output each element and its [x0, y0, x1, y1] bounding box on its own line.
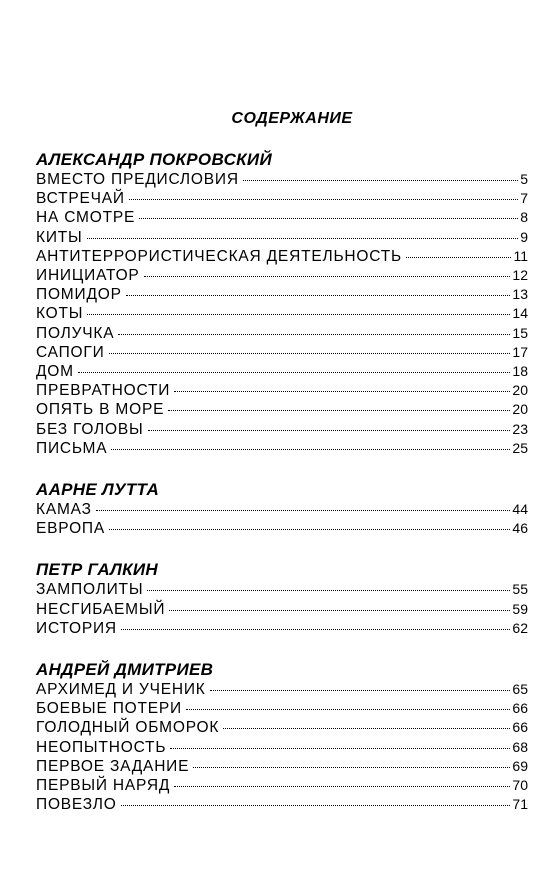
- dot-leader: [126, 295, 511, 296]
- entry-title: КИТЫ: [36, 228, 83, 246]
- entry-title: ПЕРВЫЙ НАРЯД: [36, 777, 171, 795]
- toc-section: [36, 480, 528, 538]
- entry-title: ПИСЬМА: [36, 439, 108, 457]
- entry-title: ИНИЦИАТОР: [36, 267, 140, 285]
- toc-entry: [36, 381, 528, 400]
- dot-leader: [78, 372, 511, 373]
- dot-leader: [118, 334, 510, 335]
- entry-page-number: 8: [520, 209, 528, 226]
- dot-leader: [111, 449, 510, 450]
- dot-leader: [406, 257, 511, 258]
- entry-title: НЕОПЫТНОСТЬ: [36, 738, 167, 756]
- toc-heading: СОДЕРЖАНИЕ: [231, 110, 353, 127]
- dot-leader: [168, 410, 510, 411]
- dot-leader: [170, 748, 510, 749]
- entry-page-number: 66: [512, 700, 528, 717]
- entry-title: БОЕВЫЕ ПОТЕРИ: [36, 700, 182, 718]
- entry-page-number: 9: [520, 228, 528, 245]
- entry-page-number: 44: [512, 501, 528, 518]
- toc-entry: [36, 324, 528, 343]
- toc-entry: [36, 208, 528, 227]
- toc-entry: [36, 304, 528, 323]
- dot-leader: [174, 786, 510, 787]
- entry-title: НЕСГИБАЕМЫЙ: [36, 600, 166, 618]
- entry-page-number: 46: [512, 520, 528, 537]
- entry-title: ЕВРОПА: [36, 520, 106, 538]
- section-author: ААРНЕ ЛУТТА: [36, 480, 160, 500]
- toc-section: [36, 560, 528, 638]
- entry-title: ВСТРЕЧАЙ: [36, 190, 125, 208]
- entry-title: ДОМ: [36, 363, 74, 381]
- dot-leader: [109, 529, 510, 530]
- entry-title: НА СМОТРЕ: [36, 209, 136, 227]
- toc-entry: [36, 795, 528, 814]
- toc-entry: [36, 247, 528, 266]
- entry-title: ПОЛУЧКА: [36, 324, 115, 342]
- dot-leader: [129, 199, 518, 200]
- dot-leader: [87, 238, 519, 239]
- entry-page-number: 55: [512, 581, 528, 598]
- entry-page-number: 11: [513, 247, 528, 264]
- entry-page-number: 66: [512, 719, 528, 736]
- toc-entry: [36, 266, 528, 285]
- toc-entry: [36, 285, 528, 304]
- entry-title: ВМЕСТО ПРЕДИСЛОВИЯ: [36, 171, 239, 188]
- toc-entry: [36, 362, 528, 381]
- entry-page-number: 25: [512, 439, 528, 456]
- entry-page-number: 59: [512, 600, 528, 617]
- dot-leader: [87, 314, 510, 315]
- entry-page-number: 12: [512, 267, 528, 284]
- entry-page-number: 20: [512, 382, 528, 399]
- entry-page-number: 17: [512, 343, 528, 360]
- toc-entry: [36, 343, 528, 362]
- toc-entry: [36, 170, 528, 189]
- entry-title: КОТЫ: [36, 305, 84, 323]
- entry-title: БЕЗ ГОЛОВЫ: [36, 420, 144, 438]
- entry-page-number: 13: [512, 286, 528, 303]
- dot-leader: [174, 391, 510, 392]
- entry-page-number: 68: [512, 738, 528, 755]
- entry-page-number: 15: [512, 324, 528, 341]
- dot-leader: [121, 629, 511, 630]
- toc-entry: [36, 757, 528, 776]
- entry-title: ЗАМПОЛИТЫ: [36, 581, 144, 599]
- entry-page-number: 62: [512, 619, 528, 636]
- toc-entry: [36, 420, 528, 439]
- dot-leader: [144, 276, 511, 277]
- entry-page-number: 5: [520, 171, 528, 187]
- entry-title: ОПЯТЬ В МОРЕ: [36, 401, 165, 419]
- section-author: АЛЕКСАНДР ПОКРОВСКИЙ: [36, 150, 272, 169]
- toc-sections: [36, 150, 528, 814]
- dot-leader: [210, 690, 511, 691]
- section-author: ПЕТР ГАЛКИН: [36, 560, 159, 580]
- entry-page-number: 71: [512, 796, 528, 813]
- entry-title: ПЕРВОЕ ЗАДАНИЕ: [36, 757, 190, 775]
- entry-title: ПОМИДОР: [36, 286, 122, 304]
- toc-entry: [36, 776, 528, 795]
- toc-entry: [36, 228, 528, 247]
- dot-leader: [169, 610, 510, 611]
- entry-page-number: 7: [520, 190, 528, 207]
- dot-leader: [186, 709, 510, 710]
- entry-title: ГОЛОДНЫЙ ОБМОРОК: [36, 719, 220, 737]
- entry-title: ИСТОРИЯ: [36, 619, 117, 637]
- entry-title: ПОВЕЗЛО: [36, 796, 117, 814]
- toc-entry: [36, 519, 528, 538]
- toc-page: [36, 110, 528, 836]
- dot-leader: [121, 805, 511, 806]
- entry-title: АРХИМЕД И УЧЕНИК: [36, 681, 206, 699]
- toc-entry: [36, 619, 528, 638]
- toc-entry: [36, 600, 528, 619]
- entry-title: КАМАЗ: [36, 501, 92, 519]
- dot-leader: [223, 728, 510, 729]
- entry-page-number: 69: [512, 757, 528, 774]
- entry-title: ПРЕВРАТНОСТИ: [36, 382, 171, 400]
- entry-page-number: 23: [512, 420, 528, 437]
- dot-leader: [96, 510, 511, 511]
- toc-entry: [36, 400, 528, 419]
- entry-page-number: 20: [512, 401, 528, 418]
- toc-section: [36, 150, 528, 458]
- entry-page-number: 18: [512, 363, 528, 380]
- toc-entry: [36, 580, 528, 599]
- entry-page-number: 14: [512, 305, 528, 322]
- toc-entry: [36, 189, 528, 208]
- dot-leader: [243, 180, 518, 181]
- dot-leader: [109, 353, 511, 354]
- toc-section: [36, 660, 528, 814]
- toc-entry: [36, 738, 528, 757]
- dot-leader: [148, 430, 511, 431]
- entry-title: АНТИТЕРРОРИСТИЧЕСКАЯ ДЕЯТЕЛЬНОСТЬ: [36, 247, 402, 265]
- dot-leader: [193, 767, 510, 768]
- dot-leader: [147, 590, 510, 591]
- toc-entry: [36, 500, 528, 519]
- entry-title: САПОГИ: [36, 343, 105, 361]
- toc-entry: [36, 699, 528, 718]
- dot-leader: [139, 218, 518, 219]
- toc-entry: [36, 439, 528, 458]
- entry-page-number: 65: [512, 681, 528, 698]
- toc-entry: [36, 718, 528, 737]
- section-author: АНДРЕЙ ДМИТРИЕВ: [36, 660, 214, 680]
- toc-entry: [36, 680, 528, 699]
- entry-page-number: 70: [512, 777, 528, 794]
